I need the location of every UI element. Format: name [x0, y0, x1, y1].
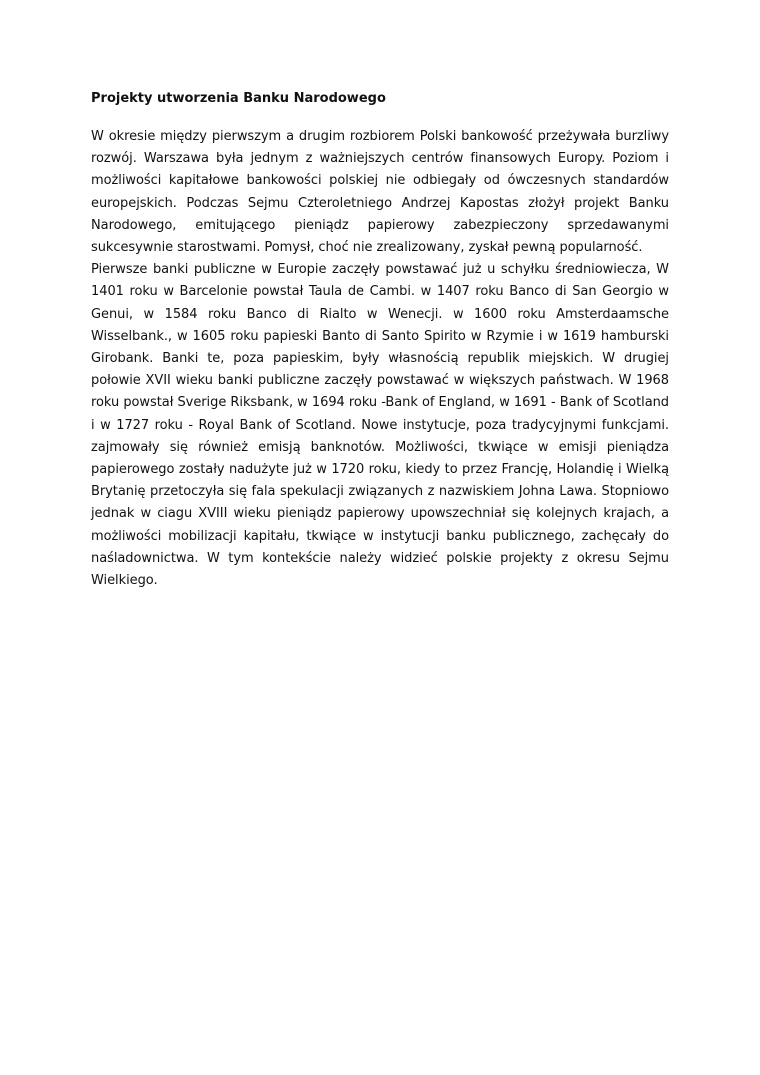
paragraph-public-banks: Pierwsze banki publiczne w Europie zaczęły powstawać już u schyłku średniowiecza, W 1401 roku w Barcelonie powstał Taula de Cambi. w 1407 roku Banco di San Georgio w Genui, w 1584 roku Banco di Rialto w Wenecji. w 1600 roku Amsterdaamsche Wisselbank., w 1605 roku papieski Banto di Santo Spirito w Rzymie i w 1619 hamburski Girobank. Banki te, poza papieskim, były własnością republik miejskich. W drugiej połowie XVII wieku banki publiczne zaczęły powstawać w większych państwach. W 1968 roku powstał Sverige Riksbank, w 1694 roku -Bank of England, w 1691 - Bank of Scotland i w 1727 roku - Royal Bank of Scotland. Nowe instytucje, poza tradycyjnymi funkcjami. zajmowały się również emisją banknotów. Możliwości, tkwiące w emisji pieniądza papierowego zostały nadużyte już w 1720 roku, kiedy to przez Francję, Holandię i Wielką Brytanię przetoczyła się fala spekulacji związanych z nazwiskiem Johna Lawa. Stopniowo jednak w ciagu XVIII wieku pieniądz papierowy upowszechniał się kolejnych krajach, a możliwości mobilizacji kapitału, tkwiące w instytucji banku publicznego, zachęcały do naśladownictwa. W tym kontekście należy widzieć polskie projekty z okresu Sejmu Wielkiego. [91, 262, 669, 589]
paragraph-partitions: W okresie między pierwszym a drugim rozbiorem Polski bankowość przeżywała burzliwy rozwój. Warszawa była jednym z ważniejszych centrów finansowych Europy. Poziom i możliwości kapitałowe bankowości polskiej nie odbiegały od ówczesnych standardów europejskich. Podczas Sejmu Czteroletniego Andrzej Kapostas złożył projekt Banku Narodowego, emitującego pieniądz papierowy zabezpieczony sprzedawanymi sukcesywnie starostwami. Pomysł, choć nie zrealizowany, zyskał pewną popularność. [91, 129, 669, 256]
document-body [91, 88, 669, 592]
document-title: Projekty utworzenia Banku Narodowego [91, 91, 386, 106]
